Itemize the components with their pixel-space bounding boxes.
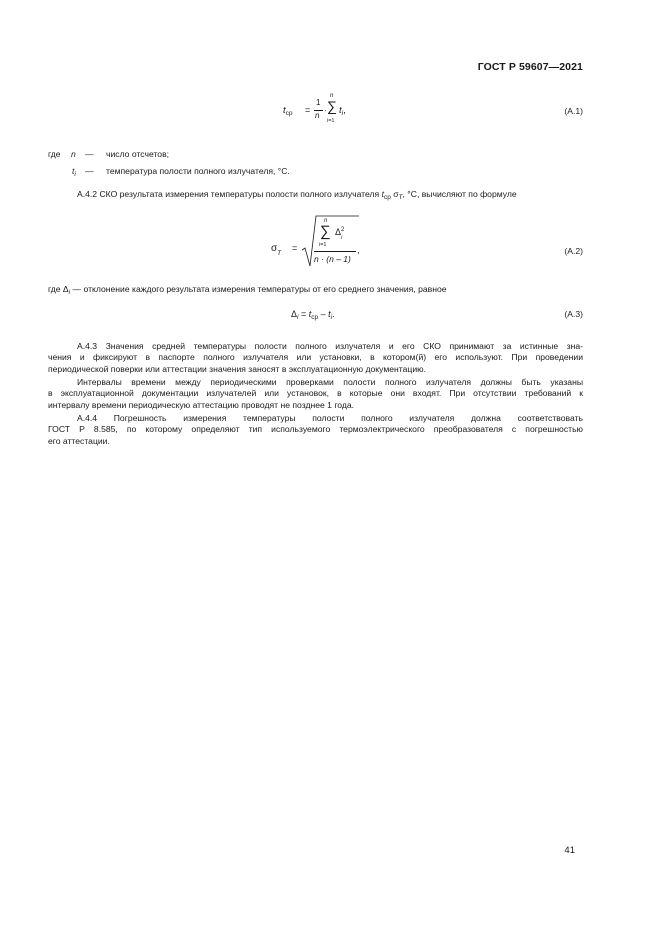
formula-a2-lhs: $\sigma_T$ [271,243,282,257]
paragraph-a42: А.4.2 СКО результата измерения температуры полости полного излучателя $t_{ср}$ $\sigma_T$, °С, вычисляют по формуле [77,189,517,201]
paragraph-line: Интервалы времени между периодическими проверками полости полного излучателя должны быть указаны [77,377,583,387]
formula-a2-sum-bottom: i=1 [319,242,327,248]
paragraph-line: интервалу времени периодическую аттестацию проводят не позднее 1 года. [48,399,355,410]
delta-definition: где $\Delta_i$ — отклонение каждого результата измерения температуры от его среднего значения, равное [48,284,447,296]
paragraph-line: ГОСТ Р 8.585, по которому определяют тип используемого термоэлектрического преобразователя с погрешностью [48,424,583,435]
sigma-sum-icon-a2: ∑ [320,223,331,240]
where-t-symbol: $t_i$ [72,166,76,178]
formula-a2-delta-sub: i [341,235,343,241]
square-root-icon [301,214,361,274]
where-t-dash: — [85,166,94,176]
formula-a3-expression: $\Delta_i = t_{ср} - t_i$. [291,309,335,321]
formula-a2-sum-top: n [324,218,328,224]
formula-a2-fraction-bar [314,251,356,252]
formula-a2-comma: , [357,245,360,255]
formula-a3-number: (А.3) [564,309,583,319]
formula-a2-denominator: n · (n – 1) [314,254,351,264]
formula-a1-eq: = [305,105,311,115]
where-t-text: температура полости полного излучателя, °С. [106,166,290,176]
paragraph-line: периодической поверки или аттестации значения заносят в эксплуатационную документацию. [48,363,426,374]
paragraph-line: его аттестации. [48,435,110,446]
where-label: где [48,149,61,159]
where-n-text: число отсчетов; [106,149,170,159]
page-number: 41 [564,845,575,856]
standard-number: ГОСТ Р 59607—2021 [477,61,583,73]
formula-a2-delta: $\Delta^2$ [335,227,345,237]
paragraph-intervals [48,377,583,411]
formula-a1-numerator: 1 [316,98,321,107]
paragraph-line: А.4.4 Погрешность измерения температуры полости полного излучателя должна соответствовать [77,413,583,423]
formula-a1-sum-bottom: i=1 [327,118,335,124]
formula-a1-dot: · [324,106,327,115]
formula-a1-sum-top: n [330,93,334,99]
paragraph-a43 [48,341,583,375]
where-n-dash: — [85,149,94,159]
paragraph-line: в эксплуатационной документации излучателей или установок, в которые они входят. При отсутствии требований к [48,388,583,399]
formula-a1-denominator: n [315,111,320,120]
formula-a2-eq: = [292,243,298,253]
formula-a1-lhs: $t_{ср}$ [283,105,293,117]
formula-a1-number: (А.1) [564,106,583,116]
paragraph-a44 [48,413,583,447]
paragraph-line: чения и фиксируют в паспорте полного излучателя или установки, в котором(й) его используют. При проведении [48,352,583,363]
paragraph-line: А.4.3 Значения средней температуры полости полного излучателя и его СКО принимают за истинные зна- [77,341,583,351]
sigma-sum-icon: ∑ [327,98,337,114]
formula-a2-number: (А.2) [564,246,583,256]
where-n-symbol: n [71,149,76,159]
formula-a1-term: $t_i$, [339,105,346,117]
